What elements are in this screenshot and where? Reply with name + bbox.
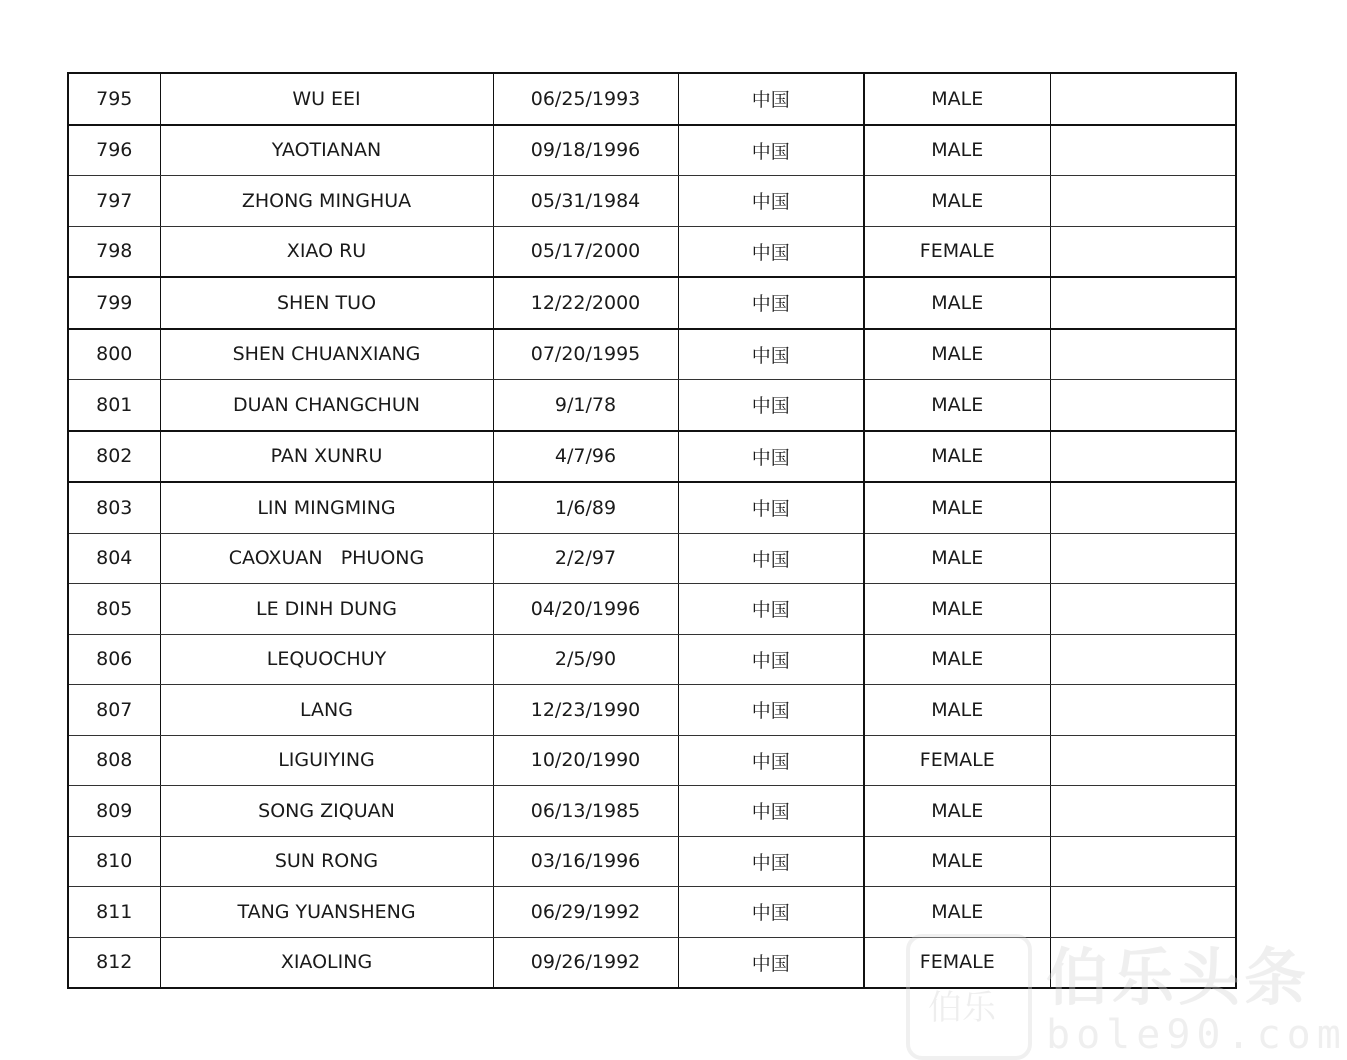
cell-name: ZHONG MINGHUA (160, 176, 493, 227)
cell-country: 中国 (678, 584, 864, 635)
cell-sex: MALE (864, 125, 1050, 176)
table-row (68, 73, 1236, 125)
cell-date-of-birth: 04/20/1996 (493, 584, 678, 635)
cell-date-of-birth: 05/17/2000 (493, 226, 678, 277)
cell-date-of-birth: 4/7/96 (493, 431, 678, 483)
table-row (68, 176, 1236, 227)
cell-country: 中国 (678, 887, 864, 938)
cell-sex: MALE (864, 431, 1050, 483)
cell-note (1050, 887, 1236, 938)
cell-country: 中国 (678, 226, 864, 277)
cell-name: CAOXUAN PHUONG (160, 533, 493, 584)
cell-note (1050, 685, 1236, 736)
cell-note (1050, 277, 1236, 329)
cell-country: 中国 (678, 125, 864, 176)
cell-sex: MALE (864, 482, 1050, 533)
cell-number: 811 (68, 887, 160, 938)
cell-name: XIAO RU (160, 226, 493, 277)
cell-country: 中国 (678, 380, 864, 431)
cell-sex: MALE (864, 176, 1050, 227)
table-row (68, 887, 1236, 938)
table-row (68, 584, 1236, 635)
cell-sex: MALE (864, 533, 1050, 584)
cell-name: DUAN CHANGCHUN (160, 380, 493, 431)
cell-country: 中国 (678, 329, 864, 380)
cell-number: 809 (68, 786, 160, 837)
cell-note (1050, 937, 1236, 988)
cell-number: 804 (68, 533, 160, 584)
cell-date-of-birth: 05/31/1984 (493, 176, 678, 227)
cell-note (1050, 634, 1236, 685)
cell-sex: MALE (864, 584, 1050, 635)
cell-sex: MALE (864, 634, 1050, 685)
cell-country: 中国 (678, 836, 864, 887)
cell-sex: FEMALE (864, 226, 1050, 277)
table-row (68, 735, 1236, 786)
cell-date-of-birth: 07/20/1995 (493, 329, 678, 380)
cell-country: 中国 (678, 176, 864, 227)
cell-sex: FEMALE (864, 937, 1050, 988)
cell-name: LIGUIYING (160, 735, 493, 786)
cell-date-of-birth: 9/1/78 (493, 380, 678, 431)
cell-note (1050, 125, 1236, 176)
cell-note (1050, 329, 1236, 380)
cell-date-of-birth: 1/6/89 (493, 482, 678, 533)
table-row (68, 125, 1236, 176)
cell-name: PAN XUNRU (160, 431, 493, 483)
cell-sex: MALE (864, 73, 1050, 125)
cell-note (1050, 786, 1236, 837)
cell-sex: MALE (864, 380, 1050, 431)
cell-country: 中国 (678, 431, 864, 483)
cell-country: 中国 (678, 937, 864, 988)
cell-note (1050, 584, 1236, 635)
cell-date-of-birth: 06/29/1992 (493, 887, 678, 938)
table-row (68, 277, 1236, 329)
cell-sex: MALE (864, 277, 1050, 329)
cell-date-of-birth: 10/20/1990 (493, 735, 678, 786)
cell-number: 812 (68, 937, 160, 988)
cell-date-of-birth: 2/5/90 (493, 634, 678, 685)
cell-date-of-birth: 2/2/97 (493, 533, 678, 584)
cell-note (1050, 735, 1236, 786)
cell-note (1050, 380, 1236, 431)
cell-name: SONG ZIQUAN (160, 786, 493, 837)
cell-date-of-birth: 12/23/1990 (493, 685, 678, 736)
table-row (68, 533, 1236, 584)
cell-note (1050, 482, 1236, 533)
cell-name: LIN MINGMING (160, 482, 493, 533)
cell-number: 810 (68, 836, 160, 887)
cell-number: 798 (68, 226, 160, 277)
roster-table-body (68, 73, 1236, 988)
table-row (68, 786, 1236, 837)
cell-name: SHEN CHUANXIANG (160, 329, 493, 380)
cell-date-of-birth: 12/22/2000 (493, 277, 678, 329)
cell-number: 806 (68, 634, 160, 685)
cell-sex: MALE (864, 685, 1050, 736)
table-row (68, 380, 1236, 431)
cell-note (1050, 176, 1236, 227)
cell-number: 808 (68, 735, 160, 786)
cell-number: 795 (68, 73, 160, 125)
cell-name: SHEN TUO (160, 277, 493, 329)
cell-country: 中国 (678, 533, 864, 584)
table-row (68, 836, 1236, 887)
cell-date-of-birth: 03/16/1996 (493, 836, 678, 887)
watermark-badge-text: 伯乐 (928, 988, 996, 1028)
cell-name: XIAOLING (160, 937, 493, 988)
cell-note (1050, 226, 1236, 277)
table-row (68, 937, 1236, 988)
cell-sex: MALE (864, 887, 1050, 938)
cell-number: 799 (68, 277, 160, 329)
cell-country: 中国 (678, 482, 864, 533)
cell-note (1050, 836, 1236, 887)
table-row (68, 482, 1236, 533)
cell-note (1050, 73, 1236, 125)
cell-date-of-birth: 06/25/1993 (493, 73, 678, 125)
cell-note (1050, 431, 1236, 483)
cell-sex: MALE (864, 329, 1050, 380)
cell-note (1050, 533, 1236, 584)
cell-number: 797 (68, 176, 160, 227)
cell-number: 796 (68, 125, 160, 176)
table-row (68, 634, 1236, 685)
cell-country: 中国 (678, 73, 864, 125)
cell-name: TANG YUANSHENG (160, 887, 493, 938)
table-row (68, 685, 1236, 736)
cell-country: 中国 (678, 277, 864, 329)
cell-name: SUN RONG (160, 836, 493, 887)
cell-number: 805 (68, 584, 160, 635)
cell-number: 800 (68, 329, 160, 380)
cell-sex: MALE (864, 836, 1050, 887)
cell-name: LE DINH DUNG (160, 584, 493, 635)
cell-country: 中国 (678, 634, 864, 685)
table-row (68, 226, 1236, 277)
cell-date-of-birth: 09/18/1996 (493, 125, 678, 176)
cell-sex: MALE (864, 786, 1050, 837)
cell-country: 中国 (678, 786, 864, 837)
cell-number: 803 (68, 482, 160, 533)
cell-name: WU EEI (160, 73, 493, 125)
cell-number: 807 (68, 685, 160, 736)
table-row (68, 431, 1236, 483)
cell-date-of-birth: 09/26/1992 (493, 937, 678, 988)
roster-table (67, 72, 1237, 989)
cell-sex: FEMALE (864, 735, 1050, 786)
cell-country: 中国 (678, 685, 864, 736)
cell-number: 801 (68, 380, 160, 431)
watermark-domain: bole90.com (1046, 1012, 1347, 1058)
table-row (68, 329, 1236, 380)
cell-name: LANG (160, 685, 493, 736)
cell-number: 802 (68, 431, 160, 483)
cell-name: YAOTIANAN (160, 125, 493, 176)
cell-name: LEQUOCHUY (160, 634, 493, 685)
cell-date-of-birth: 06/13/1985 (493, 786, 678, 837)
watermark-title: 伯乐头条 (1046, 941, 1311, 1014)
cell-country: 中国 (678, 735, 864, 786)
